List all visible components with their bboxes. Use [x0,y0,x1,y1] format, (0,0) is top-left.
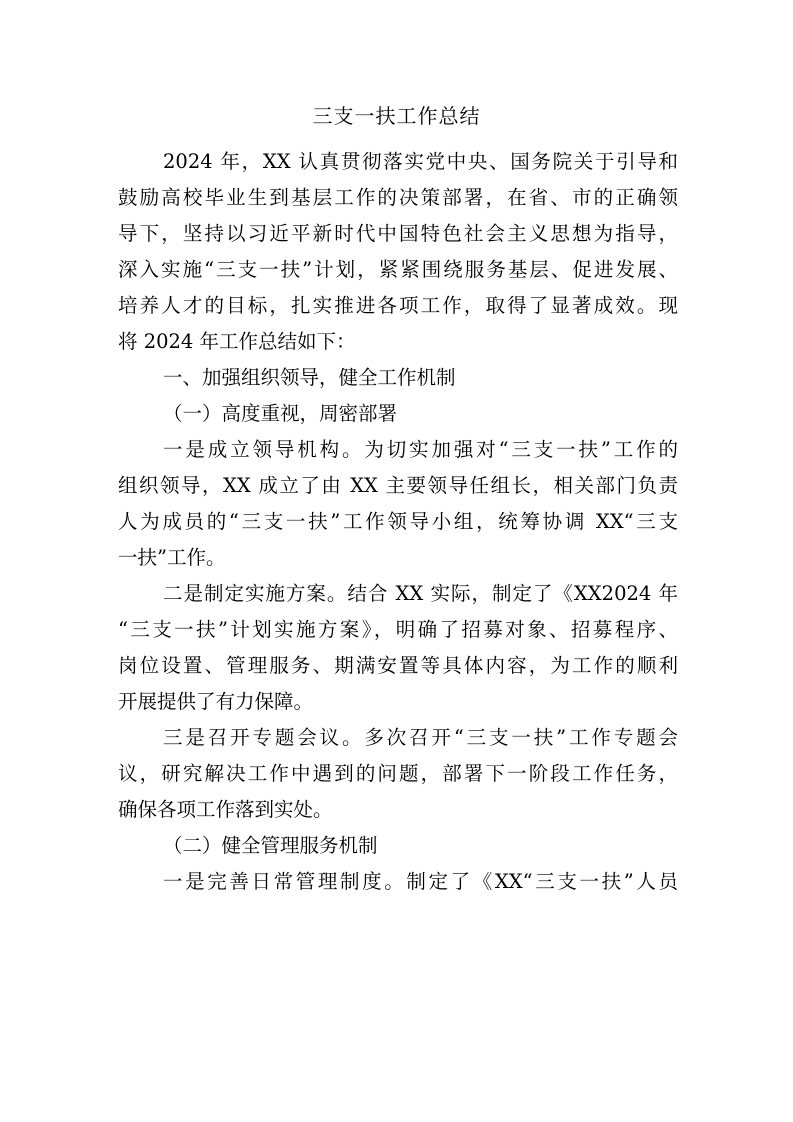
section-heading: 一、加强组织领导，健全工作机制 [163,366,456,389]
paragraph-line: 二是制定实施方案。结合 XX 实际，制定了《XX2024 年 [163,582,678,605]
paragraph-line: 培养人才的目标，扎实推进各项工作，取得了显著成效。现 [118,294,678,317]
paragraph-line: 开展提供了有力保障。 [118,690,314,713]
subsection-heading: （一）高度重视，周密部署 [163,402,398,425]
subsection-heading: （二）健全管理服务机制 [163,834,378,857]
paragraph-line: “三支一扶”计划实施方案》，明确了招募对象、招募程序、 [118,618,678,641]
paragraph-line: 岗位设置、管理服务、期满安置等具体内容，为工作的顺利 [118,654,678,677]
paragraph-line: 一是成立领导机构。为切实加强对“三支一扶”工作的 [163,438,678,461]
paragraph-line: 一扶”工作。 [118,546,226,569]
paragraph-line: 确保各项工作落到实处。 [118,798,333,821]
paragraph-line: 一是完善日常管理制度。制定了《XX“三支一扶”人员 [163,870,678,893]
paragraph-line: 人为成员的“三支一扶”工作领导小组，统筹协调 XX“三支 [118,510,678,533]
document-title: 三支一扶工作总结 [312,104,481,128]
paragraph-line: 深入实施“三支一扶”计划，紧紧围绕服务基层、促进发展、 [118,258,678,281]
paragraph-line: 鼓励高校毕业生到基层工作的决策部署，在省、市的正确领 [118,186,678,209]
paragraph-line: 议，研究解决工作中遇到的问题，部署下一阶段工作任务， [118,762,678,785]
paragraph-line: 导下，坚持以习近平新时代中国特色社会主义思想为指导， [118,222,678,245]
paragraph-line: 2024 年，XX 认真贯彻落实党中央、国务院关于引导和 [163,150,678,173]
paragraph-line: 组织领导，XX 成立了由 XX 主要领导任组长，相关部门负责 [118,474,678,497]
paragraph-line: 将 2024 年工作总结如下： [118,330,356,353]
paragraph-line: 三是召开专题会议。多次召开“三支一扶”工作专题会 [163,726,678,749]
